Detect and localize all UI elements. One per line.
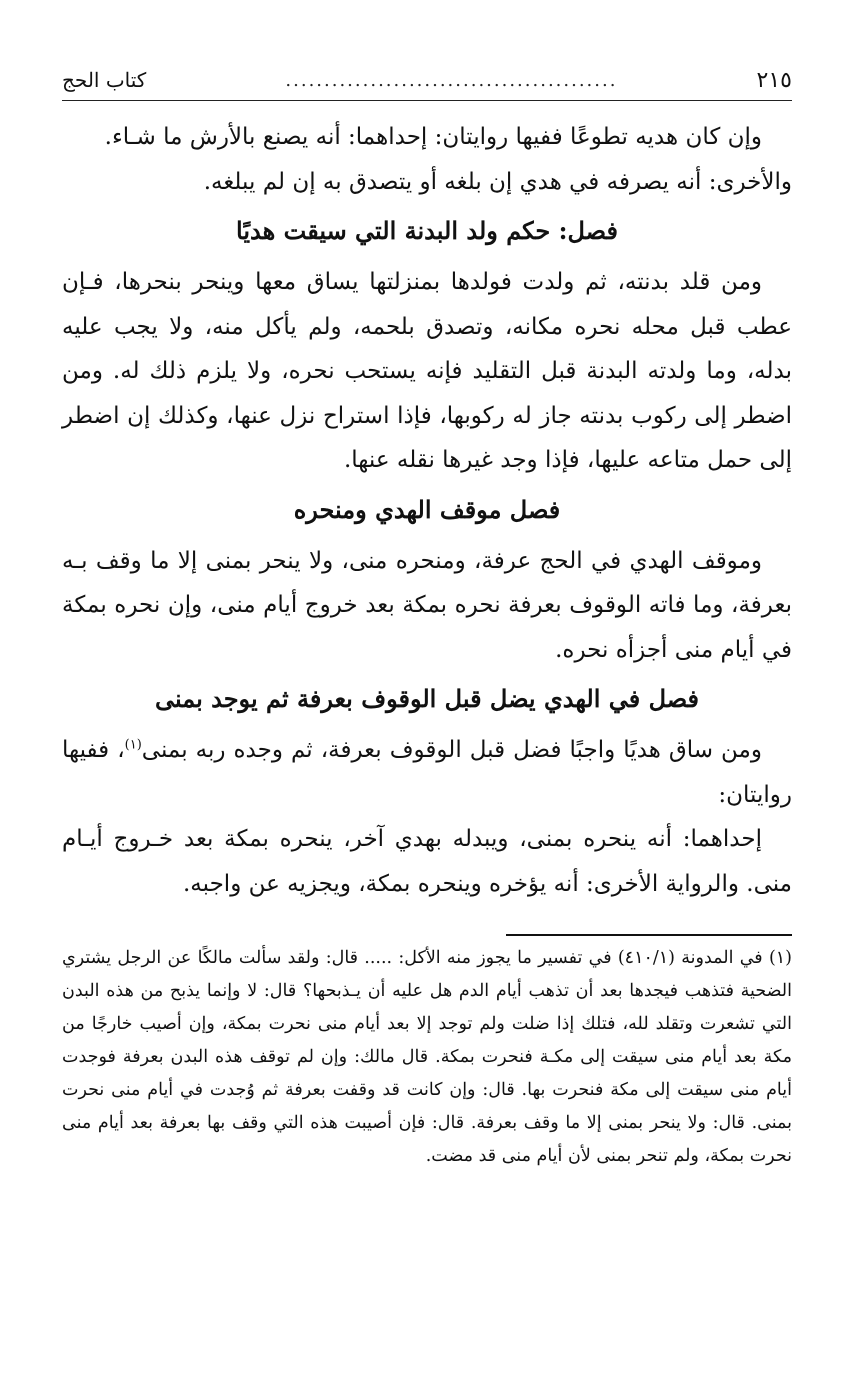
main-text [62,115,792,906]
paragraph-offspring-ruling: ومن قلد بدنته، ثم ولدت فولدها بمنزلتها يساق معها وينحر بنحرها، فـإن عطب قبل محله نحره مكانه، وتصدق بلحمه، ولم يأكل منه، ولا يجب عليه بدله، وما ولدته البدنة قبل التقليد فإنه يستحب نحره، ولا يلزم ذلك له. ومن اضطر إلى ركوب بدنته جاز له ركوبها، فإذا استراح نزل عنها، وكذلك إن اضطر إلى حمل متاعه عليها، فإذا وجد غيرها نقله عنها. [62,269,792,473]
running-header [62,60,792,101]
paragraph-station-ruling: وموقف الهدي في الحج عرفة، ومنحره منى، ولا ينحر بمنى إلا ما وقف بـه بعرفة، وما فاته الوقوف بعرفة نحره بمكة بعد خروج أيام منى، وإن نحره بمكة في أيام منى أجزأه نحره. [62,547,792,663]
section-heading-station: فصل موقف الهدي ومنحره [293,494,561,524]
paragraph-second-narration: والأخرى: أنه يصرفه في هدي إن بلغه أو يتصدق به إن لم يبلغه. [203,168,792,195]
footnote-reference[interactable]: (١) [124,737,142,753]
footnote-separator [506,934,792,936]
lost-hadi-text: ومن ساق هديًا واجبًا فضل قبل الوقوف بعرفة، ثم وجده ربه بمنى [141,737,762,763]
lost-hadi-tail: ، ففيها روايتان: [62,737,792,808]
header-leader-dots: ........................................... [285,69,618,91]
paragraph-lost-hadi [62,728,792,817]
footnote-text: في المدونة (٤١٠/١) في تفسير ما يجوز منه الأكل: ..... قال: ولقد سألت مالكًا عن الرجل يشتري الضحية فتذهب فيجدها بعد أن تذهب أيام الدم هل عليه أن يـذبحها؟ قال: لا وإنما يذبح من هذه البدن التي تشعرت وتقلد لله، فتلك إذا ضلت ولم توجد إلا بعد أيام منى نحرت بمكة، وإن أصيب خارجًا من مكة بعد أيام منى سيقت إلى مكـة فنحرت بمكة. قال مالك: وإن لم توقف هذه البدن بعرفة فوجدت أيام منى سيقت إلى مكة فنحرت بها. قال: وإن كانت قد وقفت بعرفة ثم وُجدت في أيام منى نحرت بمنى. قال: ولا ينحر بمنى إلا ما وقف بعرفة. قال: فإن أصيبت هذه التي وقف بها بعرفة بعد أيام منى نحرت بمكة، ولم تنحر بمنى لأن أيام منى قد مضت. [62,948,792,1166]
page-number: ٢١٥ [756,67,792,93]
footnote-marker: (١) [768,948,792,968]
paragraph-voluntary-hadi: وإن كان هديه تطوعًا ففيها روايتان: إحداهما: أنه يصنع بالأرش ما شـاء. [104,124,762,150]
paragraph-two-narrations: إحداهما: أنه ينحره بمنى، ويبدله بهدي آخر، ينحره بمكة بعد خـروج أيـام منى. والرواية الأخرى: أنه يؤخره وينحره بمكة، ويجزيه عن واجبه. [62,826,792,897]
section-heading-lost-hadi: فصل في الهدي يضل قبل الوقوف بعرفة ثم يوجد بمنى [154,684,700,713]
section-heading-offspring: فصل: حكم ولد البدنة التي سيقت هديًا [236,216,618,245]
book-title: كتاب الحج [62,68,147,92]
footnote [62,942,792,1173]
